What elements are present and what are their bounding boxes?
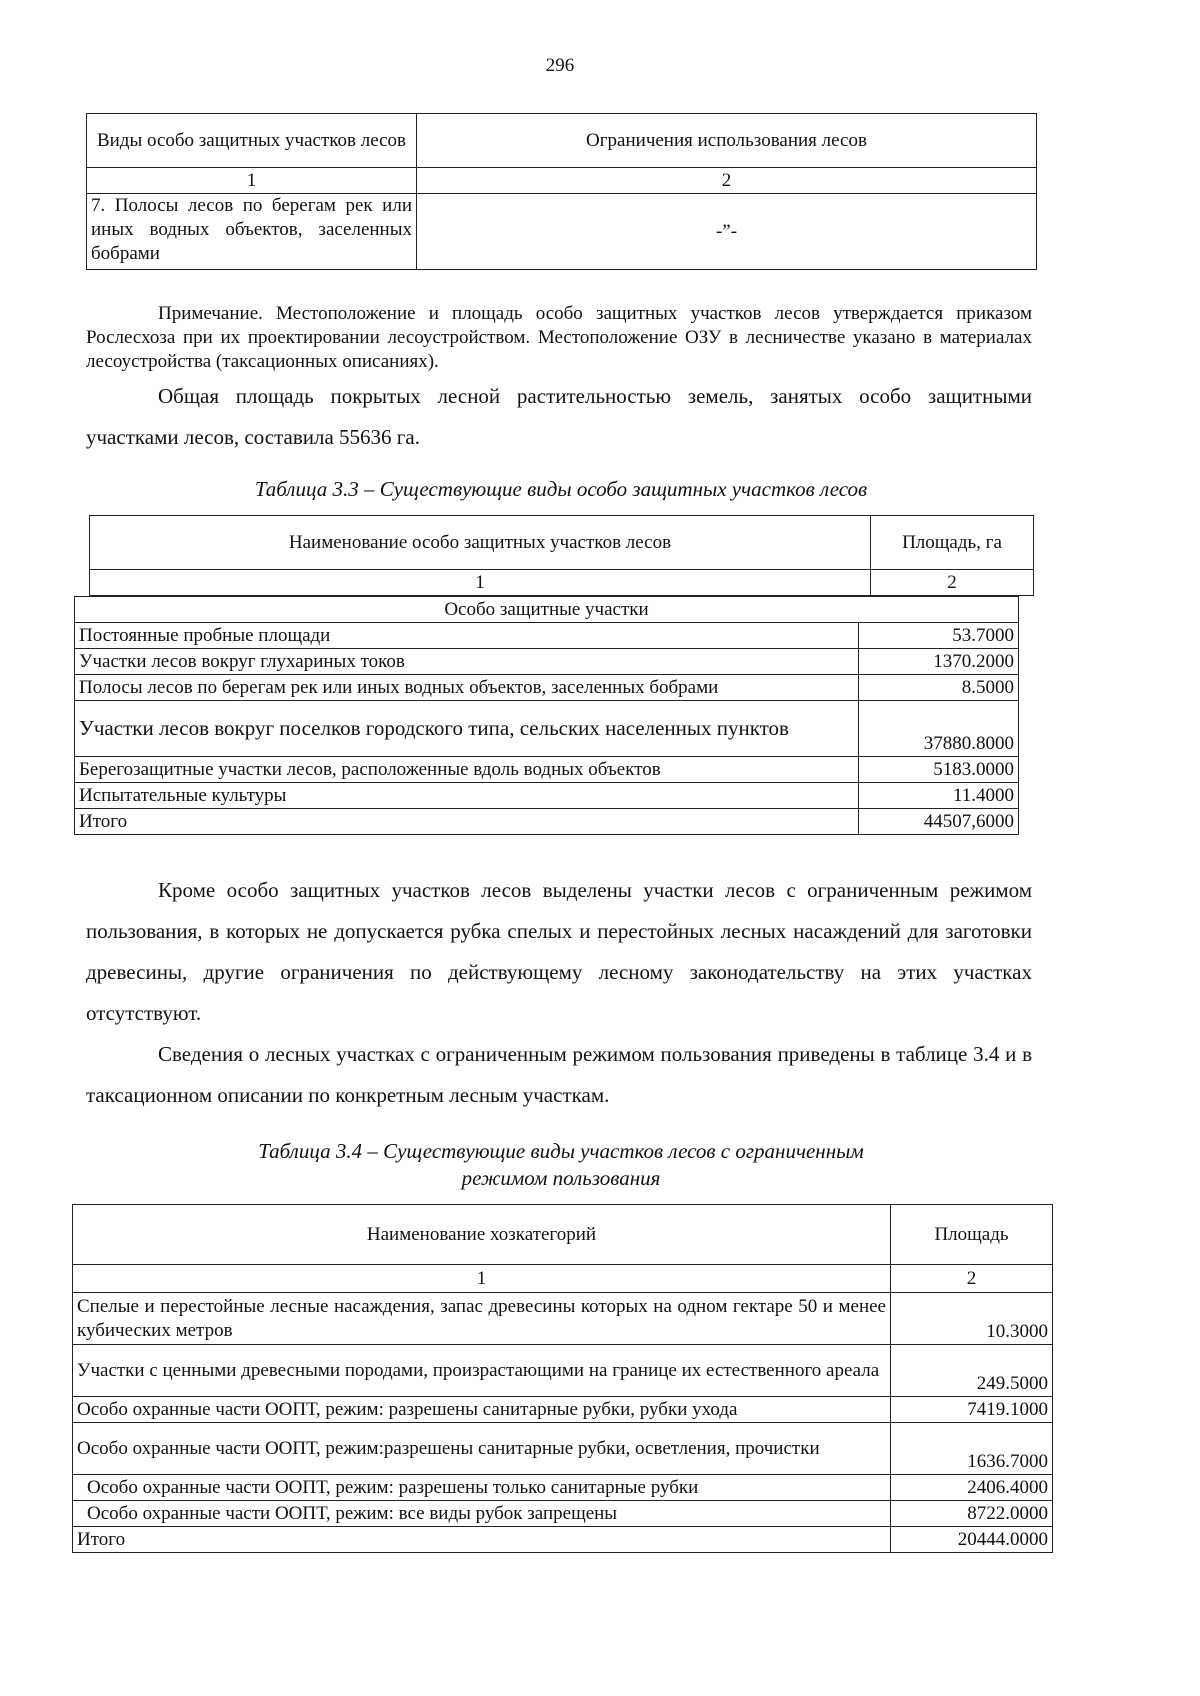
paragraph-total-area: Общая площадь покрытых лесной растительностью земель, занятых особо защитными участками лесов, составила 55636 га. — [86, 384, 1032, 449]
table-note: Примечание. Местоположение и площадь особо защитных участков лесов утверждается приказом Рослесхоза при их проектировании лесоустройством. Местоположение ОЗУ в лесничестве указано в материалах лесоустройства (таксационных описаниях). — [86, 303, 1032, 372]
row-value: 11.4000 — [859, 783, 1019, 809]
table-row — [73, 1501, 1053, 1527]
column-number: 1 — [87, 168, 417, 194]
row-value: 53.7000 — [859, 623, 1019, 649]
row-value: 20444.0000 — [891, 1527, 1053, 1553]
row-value: 8722.0000 — [891, 1501, 1053, 1527]
row-value: 37880.8000 — [859, 701, 1019, 757]
paragraph-limited-regime: Кроме особо защитных участков лесов выделены участки лесов с ограниченным режимом пользования, в которых не допускается рубка спелых и перестойных лесных насаждений для заготовки древесины, другие ограничения по действующему лесному законодательству на этих участках отсутствуют. — [86, 878, 1032, 1025]
table-header-cell: Наименование хозкатегорий — [73, 1205, 891, 1265]
table-row — [75, 649, 1019, 675]
table-3-4-caption — [86, 1138, 1036, 1192]
row-name: Спелые и перестойные лесные насаждения, запас древесины которых на одном гектаре 50 и менее кубических метров — [73, 1293, 891, 1345]
row-name: Участки с ценными древесными породами, произрастающими на границе их естественного ареала — [73, 1345, 891, 1397]
row-value: 1636.7000 — [891, 1423, 1053, 1475]
table-3-4 — [72, 1204, 1053, 1553]
row-value: 44507,6000 — [859, 809, 1019, 835]
row-name: Особо охранные части ООПТ, режим: все виды рубок запрещены — [73, 1501, 891, 1527]
column-number: 2 — [417, 168, 1037, 194]
table-3-3-body — [74, 596, 1019, 835]
table-row — [75, 701, 1019, 757]
table-header-cell: Площадь — [891, 1205, 1053, 1265]
table-header-cell: Наименование особо защитных участков лесов — [90, 516, 871, 570]
table-row-total — [75, 809, 1019, 835]
row-name: Итого — [75, 809, 859, 835]
section-heading: Особо защитные участки — [75, 597, 1019, 623]
page-number: 296 — [545, 55, 575, 76]
table-header-cell: Ограничения использования лесов — [417, 114, 1037, 168]
row-name: Итого — [73, 1527, 891, 1553]
table-3-3-header — [89, 515, 1034, 596]
row-name: Испытательные культуры — [75, 783, 859, 809]
row-name: Берегозащитные участки лесов, расположенные вдоль водных объектов — [75, 757, 859, 783]
row-name: Особо охранные части ООПТ, режим: разрешены санитарные рубки, рубки ухода — [73, 1397, 891, 1423]
table-row — [73, 1293, 1053, 1345]
column-number: 2 — [871, 570, 1034, 596]
table-row — [73, 1423, 1053, 1475]
caption-line: режимом пользования — [461, 1166, 661, 1190]
table-row — [73, 1397, 1053, 1423]
row-value: 1370.2000 — [859, 649, 1019, 675]
table-header-cell: Площадь, га — [871, 516, 1034, 570]
table-3-3-caption: Таблица 3.3 – Существующие виды особо защитных участков лесов — [254, 477, 868, 501]
row-value: 8.5000 — [859, 675, 1019, 701]
caption-line: Таблица 3.4 – Существующие виды участков лесов с ограниченным — [258, 1139, 864, 1163]
table-continuation — [86, 113, 1037, 270]
row-name: Особо охранные части ООПТ, режим:разрешены санитарные рубки, осветления, прочистки — [73, 1423, 891, 1475]
table-row — [75, 675, 1019, 701]
row-value: 10.3000 — [891, 1293, 1053, 1345]
table-row — [73, 1475, 1053, 1501]
row-value: 5183.0000 — [859, 757, 1019, 783]
table-row — [75, 757, 1019, 783]
row-name: Постоянные пробные площади — [75, 623, 859, 649]
row-value: -”- — [417, 194, 1037, 270]
table-row — [75, 623, 1019, 649]
row-name: Полосы лесов по берегам рек или иных водных объектов, заселенных бобрами — [75, 675, 859, 701]
column-number: 1 — [73, 1265, 891, 1293]
table-row — [75, 783, 1019, 809]
table-header-cell: Виды особо защитных участков лесов — [87, 114, 417, 168]
row-name: 7. Полосы лесов по берегам рек или иных водных объектов, заселенных бобрами — [87, 194, 417, 270]
row-name: Участки лесов вокруг поселков городского типа, сельских населенных пунктов — [75, 701, 859, 757]
row-value: 7419.1000 — [891, 1397, 1053, 1423]
row-value: 249.5000 — [891, 1345, 1053, 1397]
table-row-total — [73, 1527, 1053, 1553]
row-name: Особо охранные части ООПТ, режим: разрешены только санитарные рубки — [73, 1475, 891, 1501]
column-number: 2 — [891, 1265, 1053, 1293]
column-number: 1 — [90, 570, 871, 596]
table-row — [87, 194, 1037, 270]
row-name: Участки лесов вокруг глухариных токов — [75, 649, 859, 675]
row-value: 2406.4000 — [891, 1475, 1053, 1501]
table-row — [73, 1345, 1053, 1397]
paragraph-table-reference: Сведения о лесных участках с ограниченным режимом пользования приведены в таблице 3.4 и в таксационном описании по конкретным лесным участкам. — [86, 1042, 1032, 1107]
